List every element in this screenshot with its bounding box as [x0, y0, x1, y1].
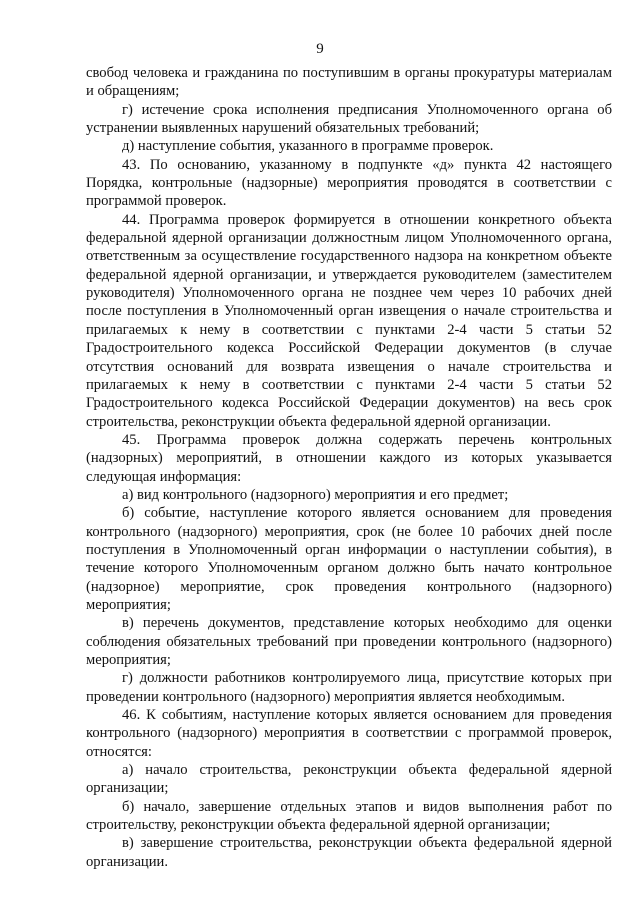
paragraph-46: 46. К событиям, наступление которых является основанием для проведения контрольного (надзорного) мероприятия в соответствии с программой проверок, относятся:: [86, 707, 612, 760]
paragraph-45-v: в) перечень документов, представление которых необходимо для оценки соблюдения обязательных требований при проведении контрольного (надзорного) мероприятия;: [86, 615, 612, 668]
paragraph-continuation: свобод человека и гражданина по поступившим в органы прокуратуры материалам и обращениям;: [86, 65, 612, 100]
paragraph-46-b: б) начало, завершение отдельных этапов и видов выполнения работ по строительству, реконструкции объекта федеральной ядерной организации;: [86, 798, 612, 834]
paragraph-45: 45. Программа проверок должна содержать перечень контрольных (надзорных) мероприятий, в отношении каждого из которых указывается следующая информация:: [86, 431, 612, 485]
paragraph-46-v: в) завершение строительства, реконструкции объекта федеральной ядерной организации.: [86, 835, 612, 870]
paragraph-42-g: г) истечение срока исполнения предписания Уполномоченного органа об устранении выявленных нарушений обязательных требований;: [86, 101, 612, 137]
paragraph-43: 43. По основанию, указанному в подпункте «д» пункта 42 настоящего Порядка, контрольные (надзорные) мероприятия проводятся в соответствии с программой проверок.: [86, 156, 612, 210]
paragraph-45-a: а) вид контрольного (надзорного) мероприятия и его предмет;: [122, 486, 509, 503]
paragraph-45-g: г) должности работников контролируемого лица, присутствие которых при проведении контрольного (надзорного) мероприятия является необходимым.: [86, 670, 612, 705]
body-text: [86, 64, 612, 871]
paragraph-44: 44. Программа проверок формируется в отношении конкретного объекта федеральной ядерной организации должностным лицом Уполномоченного органа, ответственным за осуществление государственного надзора на конкретном объекте федеральной ядерной организации, и утверждается руководителем (заместителем руководителя) Уполномоченного органа не позднее чем через 10 рабочих дней после поступления в Уполномоченный орган извещения о начале строительства и прилагаемых к нему в соответствии с пунктами 2-4 части 5 статьи 52 Градостроительного кодекса Российской Федерации документов (в случае отсутствия оснований для возврата извещения о начале строительства и прилагаемых к нему в соответствии с пунктами 2-4 части 5 статьи 52 Градостроительного кодекса Российской Федерации документов) на весь срок строительства, реконструкции объекта федеральной ядерной организации.: [86, 211, 612, 430]
page-number: 9: [316, 41, 324, 57]
paragraph-45-b: б) событие, наступление которого является основанием для проведения контрольного (надзорного) мероприятия, срок (не более 10 рабочих дней после поступления в Уполномоченный орган информации о наступлении события), в течение которого Уполномоченным органом должно быть начато контрольное (надзорное) мероприятие, срок проведения контрольного (надзорного) мероприятия;: [86, 505, 612, 613]
paragraph-42-d: д) наступление события, указанного в программе проверок.: [122, 138, 494, 155]
paragraph-46-a: а) начало строительства, реконструкции объекта федеральной ядерной организации;: [86, 762, 612, 797]
